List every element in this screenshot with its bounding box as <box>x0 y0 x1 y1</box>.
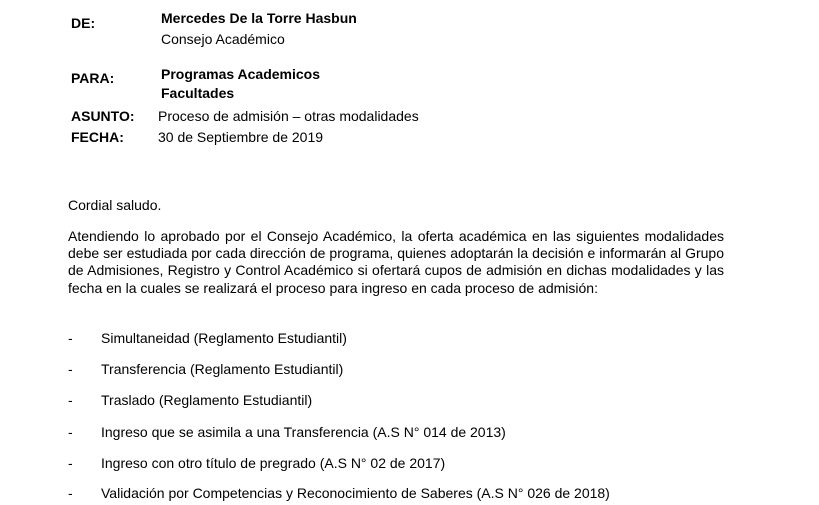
list-bullet: - <box>68 485 73 501</box>
sender-role: Consejo Académico <box>161 31 285 47</box>
list-item-text: Transferencia (Reglamento Estudiantil) <box>101 361 344 377</box>
list-item-text: Simultaneidad (Reglamento Estudiantil) <box>101 330 347 346</box>
recipient-line-2: Facultades <box>161 85 235 101</box>
asunto-value: Proceso de admisión – otras modalidades <box>158 108 419 124</box>
body-paragraph: Atendiendo lo aprobado por el Consejo Académico, la oferta académica en las siguientes modalidades debe ser estudiada por cada dirección de programa, quienes adoptarán la decisión e informarán al Grupo de Admisiones, Registro y Control Académico si ofertará cupos de admisión en dichas modalidades y las fecha en la cuales se realizará el proceso para ingreso en cada proceso de admisión: <box>68 228 724 296</box>
list-bullet: - <box>68 392 73 408</box>
fecha-value: 30 de Septiembre de 2019 <box>158 129 324 145</box>
recipient-line-1: Programas Academicos <box>161 66 320 82</box>
list-bullet: - <box>68 330 73 346</box>
list-item-text: Ingreso con otro título de pregrado (A.S N° 02 de 2017) <box>101 455 446 471</box>
sender-name: Mercedes De la Torre Hasbun <box>161 10 357 26</box>
list-bullet: - <box>68 455 73 471</box>
list-item-text: Traslado (Reglamento Estudiantil) <box>101 392 313 408</box>
list-item-text: Ingreso que se asimila a una Transferencia (A.S N° 014 de 2013) <box>101 424 506 440</box>
list-bullet: - <box>68 361 73 377</box>
fecha-label: FECHA: <box>71 129 124 145</box>
list-item-text: Validación por Competencias y Reconocimiento de Saberes (A.S N° 026 de 2018) <box>101 485 610 501</box>
greeting: Cordial saludo. <box>68 197 162 213</box>
asunto-label: ASUNTO: <box>71 108 135 124</box>
de-label: DE: <box>71 15 96 31</box>
list-bullet: - <box>68 424 73 440</box>
para-label: PARA: <box>71 70 115 86</box>
